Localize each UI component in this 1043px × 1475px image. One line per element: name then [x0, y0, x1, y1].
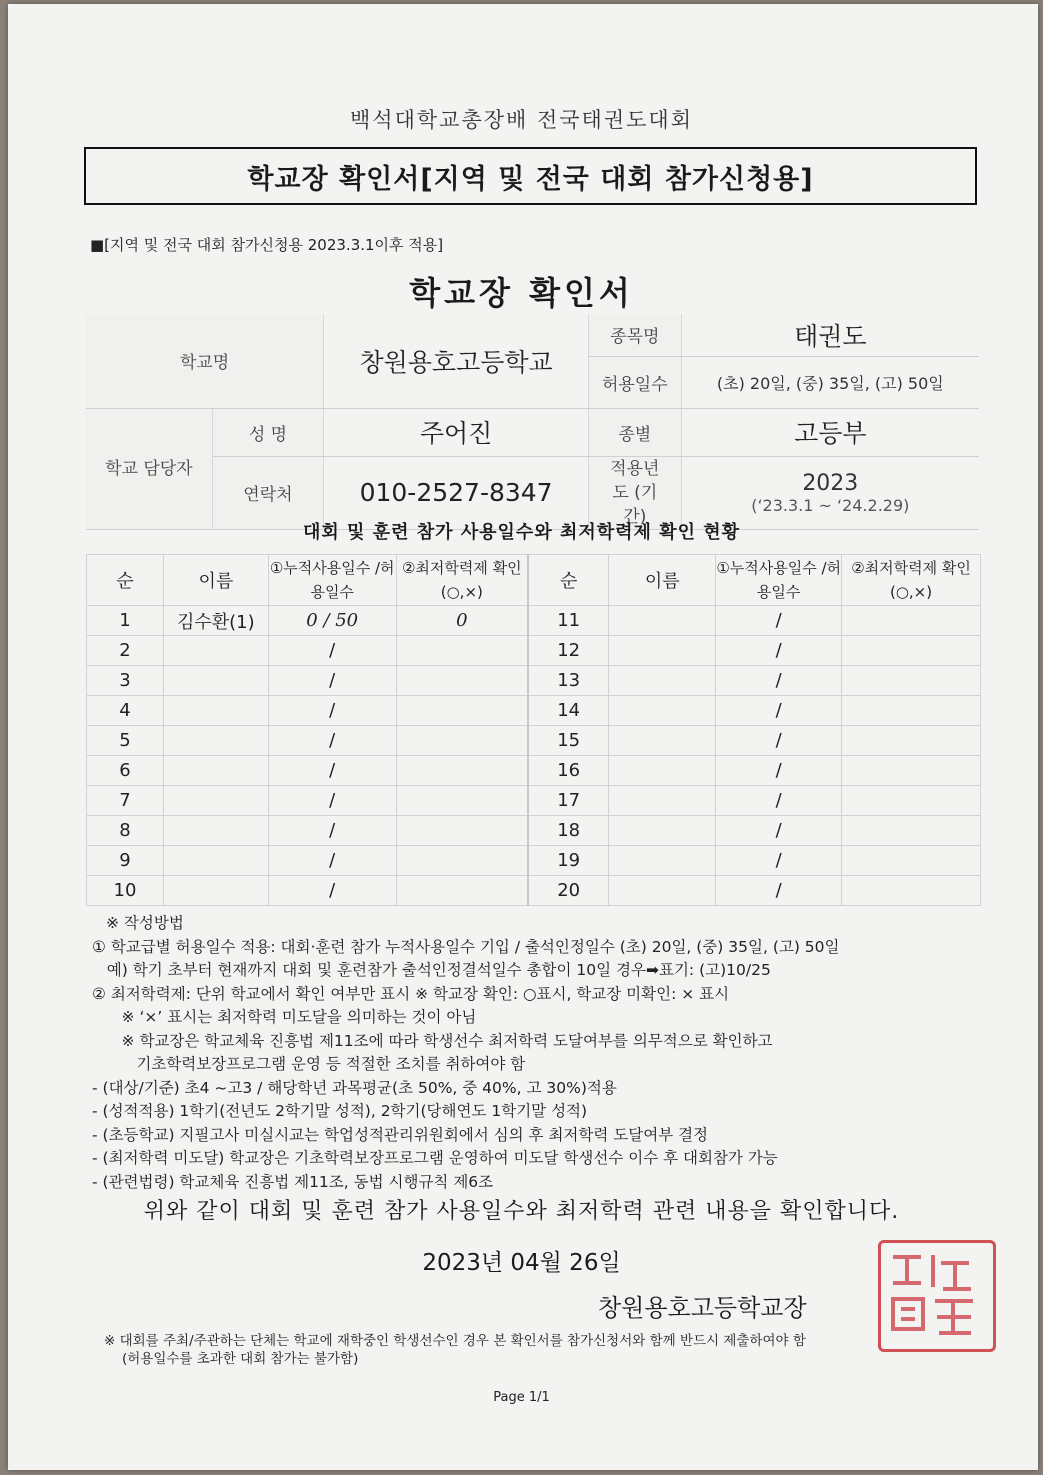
row-check[interactable]	[842, 846, 981, 876]
row-no: 20	[528, 876, 609, 906]
table-row	[87, 636, 981, 666]
row-days[interactable]: /	[268, 786, 396, 816]
row-days[interactable]: /	[716, 756, 842, 786]
event-name: 백석대학교총장배 전국태권도대회	[350, 108, 693, 132]
contact-value: 010-2527-8347	[324, 456, 589, 529]
participation-table	[86, 554, 981, 906]
row-no: 15	[528, 726, 609, 756]
method-line: ※ ‘×’ 표시는 최저학력 미도달을 의미하는 것이 아님	[92, 1008, 477, 1026]
method-line: - (최저학력 미도달) 학교장은 기초학력보장프로그램 운영하여 미도달 학생선수 이수 후 대회참가 가능	[92, 1149, 778, 1167]
row-name[interactable]	[163, 816, 268, 846]
notice-line: ■[지역 및 전국 대회 참가신청용 2023.3.1이후 적용]	[90, 236, 444, 254]
row-check[interactable]	[842, 876, 981, 906]
form-title-box	[84, 147, 977, 205]
method-line: ① 학교급별 허용일수 적용: 대회·훈련 참가 누적사용일수 기입 / 출석인정일수 (초) 20일, (중) 35일, (고) 50일	[92, 937, 840, 956]
row-days[interactable]: 0 / 50	[268, 606, 396, 636]
row-no: 8	[87, 816, 164, 846]
row-check[interactable]	[396, 666, 528, 696]
row-check[interactable]	[396, 846, 528, 876]
row-check[interactable]	[396, 876, 528, 906]
row-name[interactable]	[163, 846, 268, 876]
row-check[interactable]	[842, 726, 981, 756]
method-line: ※ 학교장은 학교체육 진흥법 제11조에 따라 학생선수 최저학력 도달여부를 의무적으로 확인하고	[92, 1031, 773, 1050]
row-days[interactable]: /	[268, 636, 396, 666]
table-row	[87, 816, 981, 846]
row-no: 7	[87, 786, 164, 816]
row-no: 13	[528, 666, 609, 696]
info-table	[86, 314, 979, 530]
row-name[interactable]	[163, 726, 268, 756]
row-check[interactable]	[842, 666, 981, 696]
table-row	[87, 606, 981, 636]
row-no: 2	[87, 636, 164, 666]
row-days[interactable]: /	[268, 816, 396, 846]
division-label: 종별	[589, 408, 682, 456]
row-no: 18	[528, 816, 609, 846]
row-no: 11	[528, 606, 609, 636]
table-row	[87, 726, 981, 756]
form-title: 학교장 확인서[지역 및 전국 대회 참가신청용]	[247, 163, 814, 195]
row-check[interactable]	[396, 726, 528, 756]
row-check[interactable]: 0	[396, 606, 528, 636]
row-name[interactable]	[609, 666, 716, 696]
row-check[interactable]	[842, 756, 981, 786]
row-no: 9	[87, 846, 164, 876]
issue-date: 2023년 04월 26일	[422, 1250, 621, 1276]
seal-icon	[881, 1243, 987, 1343]
allowed-value: (초) 20일, (중) 35일, (고) 50일	[681, 356, 979, 408]
row-name[interactable]	[163, 786, 268, 816]
row-name[interactable]	[609, 696, 716, 726]
method-line: 예) 학기 초부터 현재까지 대회 및 훈련참가 출석인정결석일수 총합이 10일 경우➡표기: (고)10/25	[92, 961, 771, 979]
row-name[interactable]: 김수환(1)	[163, 606, 268, 636]
row-name[interactable]	[163, 666, 268, 696]
row-days[interactable]: /	[716, 696, 842, 726]
row-name[interactable]	[609, 846, 716, 876]
row-name[interactable]	[163, 636, 268, 666]
footnote-line-2: (허용일수를 초과한 대회 참가는 불가함)	[122, 1351, 359, 1367]
row-no: 1	[87, 606, 164, 636]
row-name[interactable]	[609, 786, 716, 816]
school-value: 창원용호고등학교	[324, 314, 589, 408]
method-line: - (성적적용) 1학기(전년도 2학기말 성적), 2학기(당해연도 1학기말 성적)	[92, 1102, 588, 1120]
row-days[interactable]: /	[716, 636, 842, 666]
row-check[interactable]	[396, 756, 528, 786]
row-days[interactable]: /	[716, 606, 842, 636]
row-check[interactable]	[842, 786, 981, 816]
footnote	[104, 1332, 806, 1368]
col-no-left: 순	[87, 555, 164, 606]
col-name-left: 이름	[163, 555, 268, 606]
principal-name: 창원용호고등학교장	[598, 1294, 807, 1322]
method-line: - (관련법령) 학교체육 진흥법 제11조, 동법 시행규칙 제6조	[92, 1172, 494, 1191]
official-seal	[878, 1240, 996, 1352]
table-row	[87, 786, 981, 816]
method-line: - (초등학교) 지필고사 미실시교는 학업성적관리위원회에서 심의 후 최저학력 도달여부 결정	[92, 1125, 709, 1144]
row-check[interactable]	[396, 816, 528, 846]
row-no: 4	[87, 696, 164, 726]
row-no: 10	[87, 876, 164, 906]
col-no-right: 순	[528, 555, 609, 606]
year-value: 2023	[802, 470, 859, 496]
row-days[interactable]: /	[268, 876, 396, 906]
row-name[interactable]	[609, 636, 716, 666]
col-days-right: ①누적사용일수 /허용일수	[716, 555, 842, 606]
row-no: 12	[528, 636, 609, 666]
row-days[interactable]: /	[716, 726, 842, 756]
row-check[interactable]	[842, 696, 981, 726]
method-line: 기초학력보장프로그램 운영 등 적절한 조치를 취하여야 함	[92, 1055, 526, 1073]
footnote-line-1: ※ 대회를 주최/주관하는 단체는 학교에 재학중인 학생선수인 경우 본 확인서를 참가신청서와 함께 반드시 제출하여야 함	[104, 1333, 806, 1349]
col-days-left: ①누적사용일수 /허용일수	[268, 555, 396, 606]
sport-label: 종목명	[589, 314, 682, 356]
row-no: 16	[528, 756, 609, 786]
row-name[interactable]	[609, 756, 716, 786]
row-days[interactable]: /	[268, 666, 396, 696]
table-row	[87, 846, 981, 876]
method-lines	[92, 936, 840, 1195]
row-name[interactable]	[163, 696, 268, 726]
row-name[interactable]	[609, 606, 716, 636]
row-name[interactable]	[609, 726, 716, 756]
table-row	[87, 756, 981, 786]
name-value: 주어진	[324, 408, 589, 456]
row-check[interactable]	[842, 606, 981, 636]
row-no: 5	[87, 726, 164, 756]
method-heading: ※ 작성방법	[106, 914, 184, 932]
row-days[interactable]: /	[716, 666, 842, 696]
row-days[interactable]: /	[268, 696, 396, 726]
row-name[interactable]	[609, 816, 716, 846]
name-label: 성 명	[212, 408, 323, 456]
row-name[interactable]	[163, 756, 268, 786]
contact-label: 연락처	[212, 456, 323, 529]
manager-label: 학교 담당자	[86, 408, 212, 529]
sport-value: 태권도	[681, 314, 979, 356]
row-check[interactable]	[396, 696, 528, 726]
school-label: 학교명	[86, 314, 324, 408]
col-check-right: ②최저학력제 확인(○,×)	[842, 555, 981, 606]
row-days[interactable]: /	[268, 756, 396, 786]
section-title: 대회 및 훈련 참가 사용일수와 최저학력제 확인 현황	[302, 522, 740, 543]
method-line: ② 최저학력제: 단위 학교에서 확인 여부만 표시 ※ 학교장 확인: ○표시, 학교장 미확인: × 표시	[92, 984, 730, 1003]
method-line: - (대상/기준) 초4 ~고3 / 해당학년 과목평균(초 50%, 중 40%, 고 30%)적용	[92, 1078, 617, 1097]
table-row	[87, 696, 981, 726]
year-label: 적용년도 (기간)	[589, 456, 682, 529]
col-name-right: 이름	[609, 555, 716, 606]
col-check-left: ②최저학력제 확인(○,×)	[396, 555, 528, 606]
row-days[interactable]: /	[716, 816, 842, 846]
writing-method	[92, 912, 840, 1194]
row-no: 14	[528, 696, 609, 726]
row-no: 17	[528, 786, 609, 816]
row-days[interactable]: /	[716, 876, 842, 906]
main-title: 학교장 확인서	[409, 274, 634, 312]
row-no: 3	[87, 666, 164, 696]
row-name[interactable]	[609, 876, 716, 906]
row-days[interactable]: /	[268, 846, 396, 876]
table-row	[87, 876, 981, 906]
row-name[interactable]	[163, 876, 268, 906]
period-value: (‘23.3.1 ~ ‘24.2.29)	[751, 495, 910, 515]
confirm-statement: 위와 같이 대회 및 훈련 참가 사용일수와 최저학력 관련 내용을 확인합니다.	[143, 1199, 900, 1224]
page-number: Page 1/1	[493, 1390, 550, 1405]
row-days[interactable]: /	[268, 726, 396, 756]
division-value: 고등부	[681, 408, 979, 456]
row-check[interactable]	[842, 816, 981, 846]
row-check[interactable]	[842, 636, 981, 666]
row-days[interactable]: /	[716, 786, 842, 816]
row-no: 19	[528, 846, 609, 876]
row-days[interactable]: /	[716, 846, 842, 876]
allowed-label: 허용일수	[589, 356, 682, 408]
row-no: 6	[87, 756, 164, 786]
row-check[interactable]	[396, 636, 528, 666]
row-check[interactable]	[396, 786, 528, 816]
table-row	[87, 666, 981, 696]
